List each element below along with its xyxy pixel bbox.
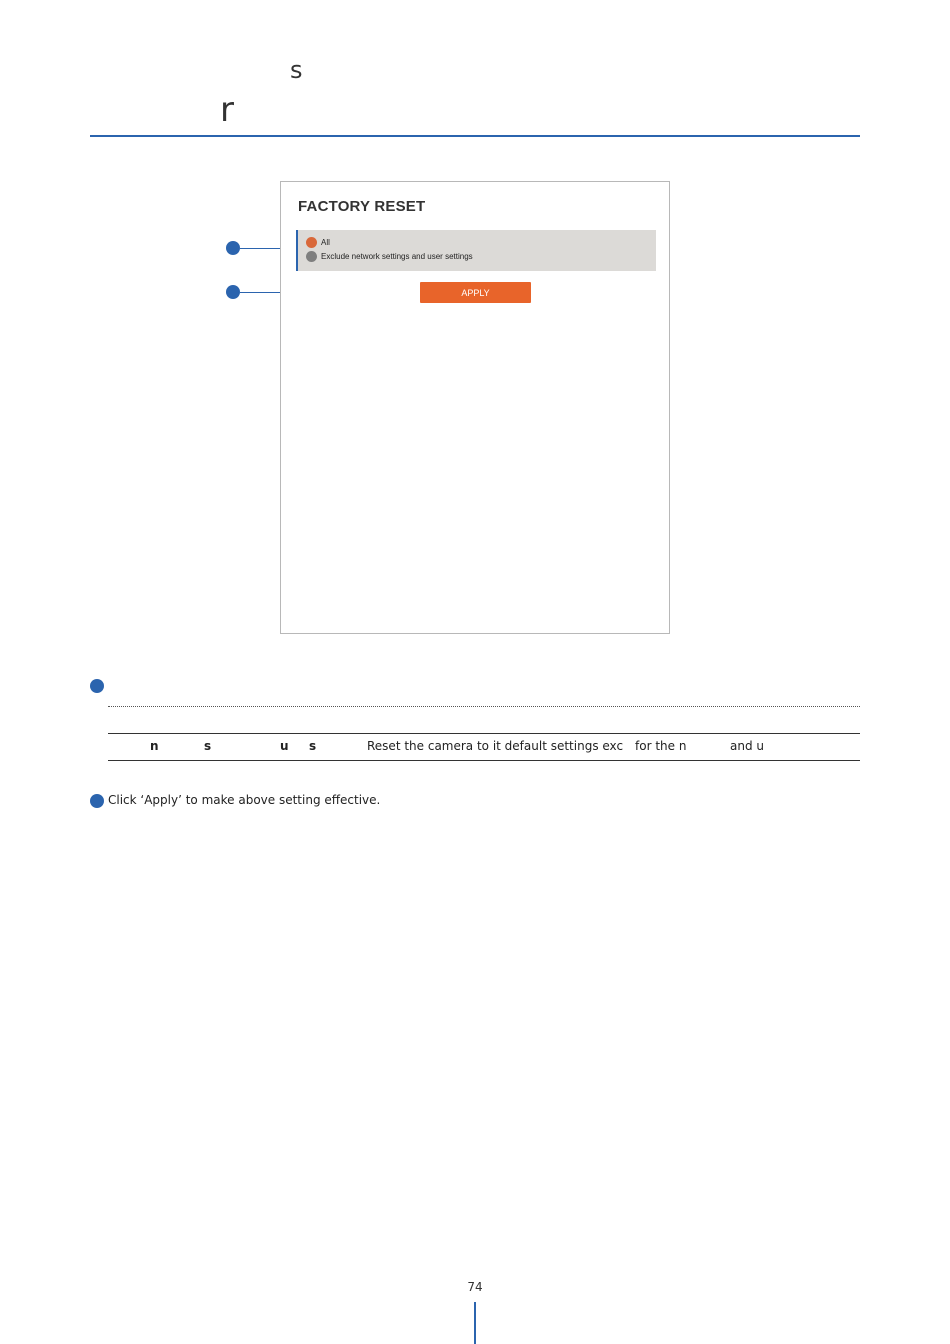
page-number: 74 [467,1280,483,1294]
table-row-bottom-border [108,760,860,761]
apply-button[interactable]: APPLY [420,282,531,303]
radio-unselected-icon[interactable] [306,251,317,262]
table-description: Reset the camera to it default settings exc [367,739,624,753]
radio-selected-icon[interactable] [306,237,317,248]
table-description: and u [730,739,764,753]
footer-bar [474,1302,476,1344]
table-cell: u [280,739,289,753]
table-cell: s [204,739,212,753]
table-description: for the n [635,739,687,753]
option-all-label: All [321,238,330,247]
callout-marker-2 [226,285,240,299]
reset-options-group [296,230,656,271]
callout-marker-1 [226,241,240,255]
table-row-top-border [108,733,860,734]
header-divider [90,135,860,137]
option-exclude-network-user[interactable] [306,251,473,262]
option-all[interactable] [306,237,330,248]
table-cell: s [309,739,317,753]
item-marker-2 [90,794,104,808]
factory-reset-panel [280,181,670,634]
item-marker-1 [90,679,104,693]
table-header-divider [108,706,860,707]
apply-note: Click ‘Apply’ to make above setting effective. [108,793,381,807]
option-exclude-label: Exclude network settings and user settings [321,252,473,261]
section-heading-fragment: s [290,56,303,84]
table-cell: n [150,739,159,753]
section-title-fragment: r [220,90,234,130]
panel-title: FACTORY RESET [298,198,426,215]
